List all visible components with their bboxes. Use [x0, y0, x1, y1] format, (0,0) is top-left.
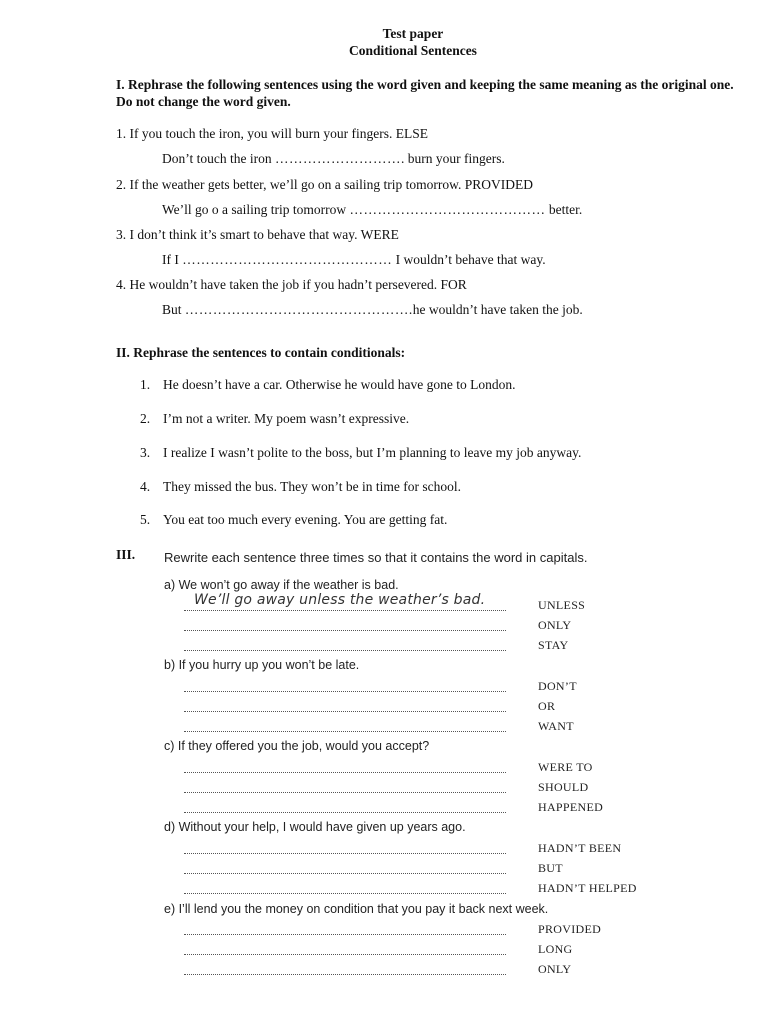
answer-line [184, 792, 506, 793]
capital-word: UNLESS [538, 598, 586, 612]
exercise-question-d: d) Without your help, I would have given up years ago. [164, 820, 466, 834]
answer-line [184, 954, 506, 955]
section2-heading: II. Rephrase the sentences to contain conditionals: [116, 345, 406, 360]
section3-heading: Rewrite each sentence three times so that it contains the word in capitals. [164, 550, 588, 565]
handwritten-example-answer: We’ll go away unless the weather’s bad. [194, 592, 486, 608]
section2-item-3: I realize I wasn’t polite to the boss, but I’m planning to leave my job anyway. [163, 445, 582, 460]
section1-answer-4: But ………………………………………….he wouldn’t have taken the job. [162, 302, 583, 317]
answer-line [184, 853, 506, 854]
section2-number-4: 4. [140, 479, 151, 494]
answer-line [184, 873, 506, 874]
section1-answer-3: If I ……………………………………… I wouldn’t behave that way. [162, 252, 546, 267]
capital-word: DON’T [538, 679, 577, 693]
capital-word: WANT [538, 719, 574, 733]
section2-number-1: 1. [140, 377, 151, 392]
answer-line [184, 630, 506, 631]
section2-item-1: He doesn’t have a car. Otherwise he would have gone to London. [163, 377, 516, 392]
answer-line [184, 974, 506, 975]
section1-question-3: 3. I don’t think it’s smart to behave that way. WERE [116, 227, 399, 242]
exercise-question-e: e) I’ll lend you the money on condition that you pay it back next week. [164, 902, 549, 916]
capital-word: PROVIDED [538, 922, 602, 936]
exercise-question-c: c) If they offered you the job, would you accept? [164, 739, 430, 753]
answer-line [184, 772, 506, 773]
section1-heading: I. Rephrase the following sentences using the word given and keeping the same meaning as the original one. Do not change the word given. [116, 77, 734, 109]
capital-word: WERE TO [538, 760, 593, 774]
capital-word: ONLY [538, 962, 572, 976]
capital-word: STAY [538, 638, 569, 652]
capital-word: HAPPENED [538, 800, 604, 814]
answer-line [184, 650, 506, 651]
capital-word: OR [538, 699, 556, 713]
capital-word: SHOULD [538, 780, 589, 794]
answer-line [184, 812, 506, 813]
section2-number-5: 5. [140, 512, 151, 527]
section2-item-5: You eat too much every evening. You are getting fat. [163, 512, 448, 527]
capital-word: ONLY [538, 618, 572, 632]
page-subtitle: Conditional Sentences [349, 43, 477, 58]
section2-item-4: They missed the bus. They won’t be in time for school. [163, 479, 461, 494]
answer-line [184, 731, 506, 732]
exercise-question-b: b) If you hurry up you won’t be late. [164, 658, 360, 672]
exercise-question-a: a) We won’t go away if the weather is bad. [164, 578, 399, 592]
section1-answer-2: We’ll go o a sailing trip tomorrow …………………………………… better. [162, 202, 583, 217]
section1-answer-1: Don’t touch the iron ………………………. burn your fingers. [162, 151, 505, 166]
capital-word: HADN’T HELPED [538, 881, 637, 895]
section1-question-2: 2. If the weather gets better, we’ll go on a sailing trip tomorrow. PROVIDED [116, 177, 533, 192]
section1-question-4: 4. He wouldn’t have taken the job if you hadn’t persevered. FOR [116, 277, 467, 292]
answer-line [184, 711, 506, 712]
section2-item-2: I’m not a writer. My poem wasn’t expressive. [163, 411, 410, 426]
answer-line [184, 610, 506, 611]
section3-exercise [160, 540, 637, 990]
section2-number-2: 2. [140, 411, 151, 426]
capital-word: BUT [538, 861, 563, 875]
page-title: Test paper [382, 26, 444, 41]
section3-label: III. [116, 547, 136, 562]
capital-word: LONG [538, 942, 573, 956]
section2-number-3: 3. [140, 445, 151, 460]
answer-line [184, 934, 506, 935]
answer-line [184, 691, 506, 692]
answer-line [184, 893, 506, 894]
capital-word: HADN’T BEEN [538, 841, 622, 855]
section1-question-1: 1. If you touch the iron, you will burn your fingers. ELSE [116, 126, 428, 141]
